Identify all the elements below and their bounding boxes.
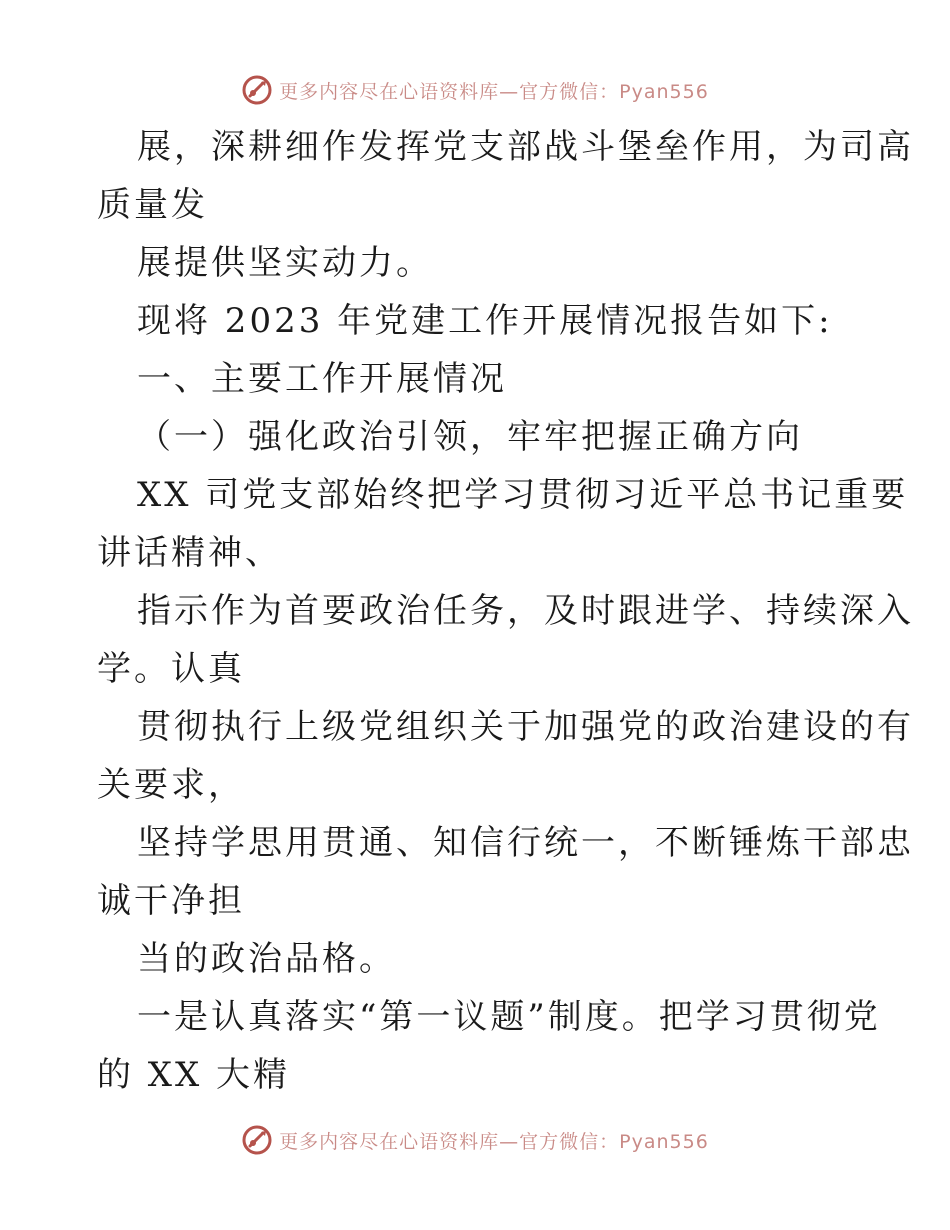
body-line: 诚干净担 bbox=[97, 881, 245, 921]
logo-icon bbox=[241, 1124, 273, 1156]
logo-icon bbox=[241, 74, 273, 106]
body-line: 展，深耕细作发挥党支部战斗堡垒作用，为司高 bbox=[137, 127, 914, 167]
body-line: 现将 2023 年党建工作开展情况报告如下: bbox=[137, 301, 833, 341]
body-line: 讲话精神、 bbox=[97, 533, 282, 573]
subsection-heading: （一）强化政治引领，牢牢把握正确方向 bbox=[137, 417, 803, 457]
header-watermark-text: 更多内容尽在心语资料库—官方微信：Pyan556 bbox=[279, 80, 709, 103]
body-line: 当的政治品格。 bbox=[137, 939, 396, 979]
body-line: 学。认真 bbox=[97, 649, 245, 689]
body-line: 关要求， bbox=[97, 765, 245, 805]
body-line: 贯彻执行上级党组织关于加强党的政治建设的有 bbox=[137, 707, 914, 747]
body-line: 一是认真落实“第一议题”制度。把学习贯彻党 bbox=[137, 997, 881, 1037]
body-line: 展提供坚实动力。 bbox=[137, 243, 433, 283]
section-heading: 一、主要工作开展情况 bbox=[137, 359, 507, 399]
header-watermark bbox=[0, 70, 950, 110]
body-line: 坚持学思用贯通、知信行统一，不断锤炼干部忠 bbox=[137, 823, 914, 863]
body-line: 指示作为首要政治任务，及时跟进学、持续深入 bbox=[137, 591, 914, 631]
body-line: 质量发 bbox=[97, 185, 208, 225]
footer-watermark bbox=[0, 1120, 950, 1160]
document-body bbox=[97, 118, 914, 1104]
body-line: 的 XX 大精 bbox=[97, 1055, 291, 1095]
body-line: XX 司党支部始终把学习贯彻习近平总书记重要 bbox=[137, 475, 909, 515]
footer-watermark-text: 更多内容尽在心语资料库—官方微信：Pyan556 bbox=[279, 1130, 709, 1153]
